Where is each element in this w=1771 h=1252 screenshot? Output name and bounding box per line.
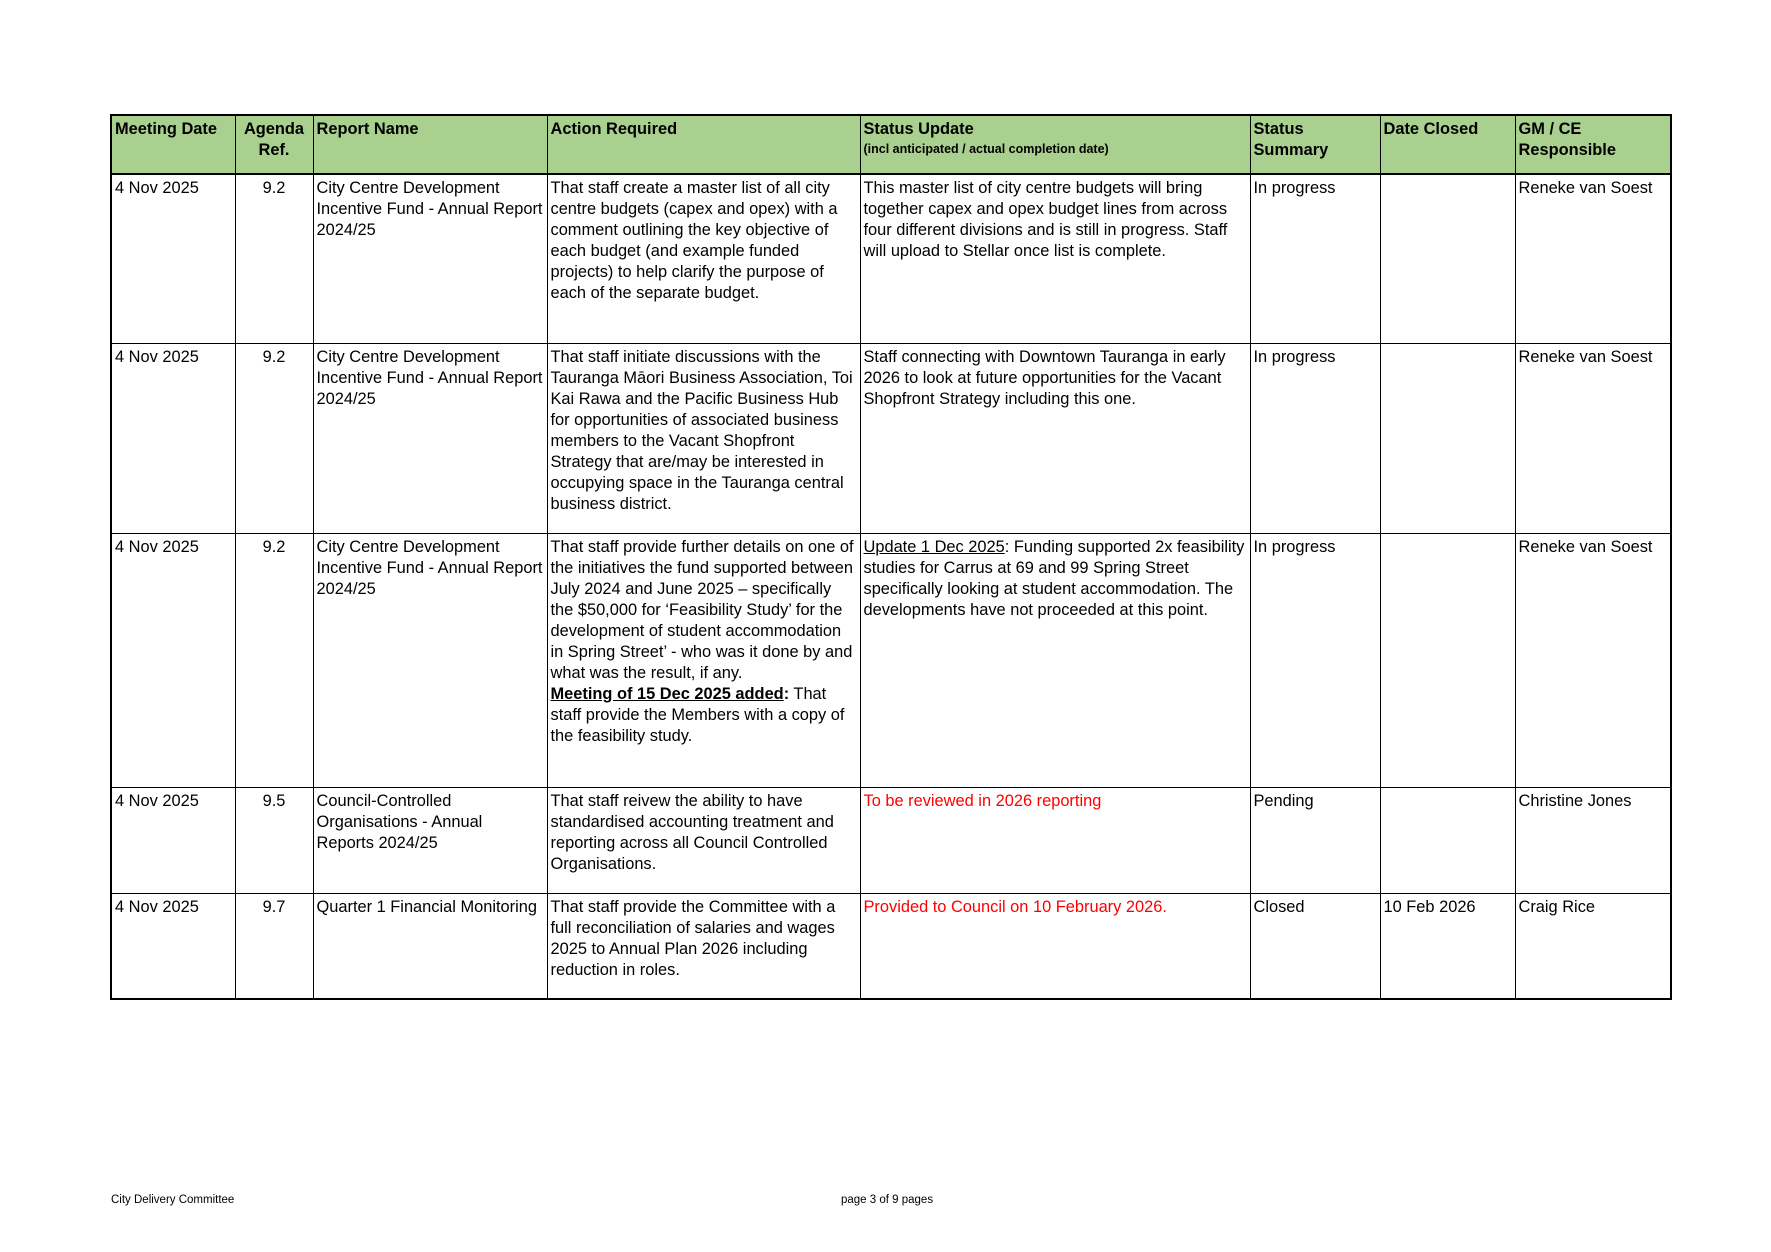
header-report-name: Report Name xyxy=(313,115,547,174)
cell-report-name: City Centre Development Incentive Fund - Annual Report 2024/25 xyxy=(313,174,547,343)
cell-status-summary: In progress xyxy=(1250,343,1380,533)
cell-responsible: Craig Rice xyxy=(1515,893,1671,999)
cell-report-name: Quarter 1 Financial Monitoring xyxy=(313,893,547,999)
header-responsible: GM / CE Responsible xyxy=(1515,115,1671,174)
cell-meeting-date: 4 Nov 2025 xyxy=(111,343,235,533)
cell-date-closed xyxy=(1380,533,1515,787)
action-addendum-label: Meeting of 15 Dec 2025 added xyxy=(550,684,784,703)
action-tracking-table xyxy=(110,114,1672,1000)
cell-status-update xyxy=(860,533,1250,787)
cell-status-update: To be reviewed in 2026 reporting xyxy=(860,787,1250,893)
footer-committee-name: City Delivery Committee xyxy=(111,1194,235,1206)
cell-date-closed xyxy=(1380,787,1515,893)
cell-meeting-date: 4 Nov 2025 xyxy=(111,787,235,893)
cell-agenda-ref: 9.2 xyxy=(235,343,313,533)
cell-agenda-ref: 9.7 xyxy=(235,893,313,999)
header-status-update xyxy=(860,115,1250,174)
header-action-required: Action Required xyxy=(547,115,860,174)
table-header-row xyxy=(111,115,1671,174)
cell-status-summary: In progress xyxy=(1250,533,1380,787)
cell-date-closed: 10 Feb 2026 xyxy=(1380,893,1515,999)
cell-agenda-ref: 9.2 xyxy=(235,533,313,787)
cell-date-closed xyxy=(1380,343,1515,533)
header-status-update-subtitle: (incl anticipated / actual completion date) xyxy=(863,142,1109,156)
header-agenda-ref: Agenda Ref. xyxy=(235,115,313,174)
cell-agenda-ref: 9.5 xyxy=(235,787,313,893)
cell-responsible: Reneke van Soest xyxy=(1515,174,1671,343)
cell-action-required: That staff create a master list of all city centre budgets (capex and opex) with a comment outlining the key objective of each budget (and example funded projects) to help clarify the purpose of each of the separate budget. xyxy=(547,174,860,343)
header-status-summary: Status Summary xyxy=(1250,115,1380,174)
table-row xyxy=(111,343,1671,533)
status-update-text: : Funding supported 2x feasibility studies for Carrus at 69 and 99 Spring Street specifically looking at student accommodation. The developments have not proceeded at this point. xyxy=(863,537,1245,619)
cell-report-name: Council-Controlled Organisations - Annual Reports 2024/25 xyxy=(313,787,547,893)
table-row xyxy=(111,893,1671,999)
cell-status-summary: Closed xyxy=(1250,893,1380,999)
cell-status-update: Staff connecting with Downtown Tauranga in early 2026 to look at future opportunities for the Vacant Shopfront Strategy including this one. xyxy=(860,343,1250,533)
table-row xyxy=(111,787,1671,893)
status-update-label: Update 1 Dec 2025 xyxy=(863,537,1005,556)
cell-meeting-date: 4 Nov 2025 xyxy=(111,893,235,999)
cell-responsible: Reneke van Soest xyxy=(1515,533,1671,787)
action-addendum-colon: : xyxy=(783,684,790,703)
cell-responsible: Christine Jones xyxy=(1515,787,1671,893)
table-row xyxy=(111,533,1671,787)
cell-action-required: That staff reivew the ability to have standardised accounting treatment and reporting across all Council Controlled Organisations. xyxy=(547,787,860,893)
action-addendum-text: That staff provide the Members with a copy of the feasibility study. xyxy=(550,684,845,745)
cell-status-update: Provided to Council on 10 February 2026. xyxy=(860,893,1250,999)
cell-action-required xyxy=(547,533,860,787)
cell-report-name: City Centre Development Incentive Fund - Annual Report 2024/25 xyxy=(313,343,547,533)
table-row xyxy=(111,174,1671,343)
cell-action-required: That staff provide the Committee with a full reconciliation of salaries and wages 2025 to Annual Plan 2026 including reduction in roles. xyxy=(547,893,860,999)
cell-agenda-ref: 9.2 xyxy=(235,174,313,343)
cell-status-summary: Pending xyxy=(1250,787,1380,893)
cell-status-update: This master list of city centre budgets will bring together capex and opex budget lines from across four different divisions and is still in progress. Staff will upload to Stellar once list is complete. xyxy=(860,174,1250,343)
cell-action-required: That staff initiate discussions with the Tauranga Māori Business Association, Toi Kai Rawa and the Pacific Business Hub for opportunities of associated business members to the Vacant Shopfront Strategy that are/may be interested in occupying space in the Tauranga central business district. xyxy=(547,343,860,533)
footer-page-number: page 3 of 9 pages xyxy=(841,1194,934,1206)
header-meeting-date: Meeting Date xyxy=(111,115,235,174)
action-required-text: That staff provide further details on one of the initiatives the fund supported between July 2024 and June 2025 – specifically the $50,000 for ‘Feasibility Study’ for the development of student accommodation in Spring Street’ - who was it done by and what was the result, if any. xyxy=(550,537,854,682)
header-date-closed: Date Closed xyxy=(1380,115,1515,174)
cell-status-summary: In progress xyxy=(1250,174,1380,343)
cell-meeting-date: 4 Nov 2025 xyxy=(111,174,235,343)
cell-responsible: Reneke van Soest xyxy=(1515,343,1671,533)
cell-date-closed xyxy=(1380,174,1515,343)
cell-report-name: City Centre Development Incentive Fund - Annual Report 2024/25 xyxy=(313,533,547,787)
cell-meeting-date: 4 Nov 2025 xyxy=(111,533,235,787)
header-status-update-label: Status Update xyxy=(863,120,974,138)
